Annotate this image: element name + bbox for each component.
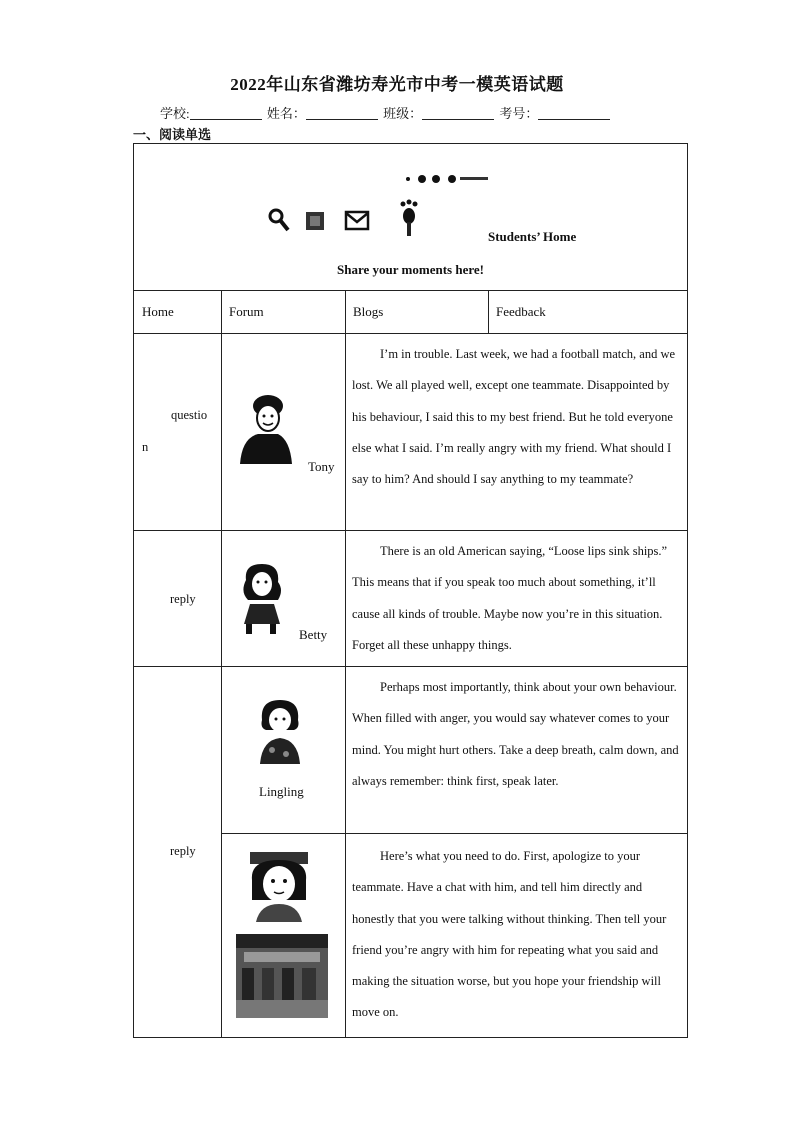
post-body (352, 841, 682, 1029)
site-tagline: Share your moments here! (337, 262, 484, 277)
post-text: There is an old American saying, “Loose lips sink ships.” This means that if you speak too much about something, it’ll cause all kinds of trouble. Maybe now you’re in this situation. Forget all these unhappy things. (352, 544, 668, 652)
post-type-label: questio (171, 408, 208, 422)
row-divider (221, 833, 687, 834)
row-divider (134, 666, 687, 667)
girl-avatar (246, 850, 312, 922)
post-text: Here’s what you need to do. First, apologize to your teammate. Have a chat with him, and tell him directly and honestly that you were talking without thinking. Then tell your friend you’re angry with him for repeating what you said and making the situation worse, but you hope your friendship will move on. (352, 849, 667, 1020)
school-blank[interactable] (190, 108, 262, 120)
number-blank[interactable] (538, 108, 610, 120)
reading-table (133, 143, 688, 1038)
post-type-label: reply (170, 592, 196, 606)
post-body (352, 339, 682, 495)
site-brand: Students’ Home (488, 229, 577, 244)
number-label: 考号： (499, 106, 539, 121)
col-divider (488, 290, 489, 333)
lingling-avatar (254, 698, 306, 766)
image-icon[interactable] (304, 210, 326, 232)
row-divider (134, 290, 687, 291)
post-body (352, 536, 682, 661)
class-blank[interactable] (422, 108, 494, 120)
post-text: Perhaps most importantly, think about your own behaviour. When filled with anger, you would say whatever comes to your mind. You might hurt others. Take a deep breath, calm down, and always remember: think first, speak later. (352, 680, 679, 788)
paw-icon[interactable] (398, 198, 420, 240)
col-divider (221, 290, 222, 1037)
nav-feedback[interactable]: Feedback (496, 304, 546, 319)
nav-blogs[interactable]: Blogs (353, 304, 384, 319)
building-photo (236, 934, 328, 1018)
post-type-label-wrap: n (142, 440, 149, 454)
name-blank[interactable] (306, 108, 378, 120)
post-type-label: reply (170, 844, 196, 858)
post-text: I’m in trouble. Last week, we had a football match, and we lost. We all played well, except one teammate. Disappointed by his behaviour, I said this to my best friend. But he told everyone else what I said. I’m really angry with my friend. What should I say to him? And should I say anything to my teammate? (352, 347, 676, 487)
post-author: Lingling (259, 784, 304, 799)
post-author: Betty (299, 627, 328, 642)
col-divider (345, 290, 346, 1037)
post-body (352, 672, 682, 797)
nav-forum[interactable]: Forum (229, 304, 264, 319)
nav-home[interactable]: Home (142, 304, 174, 319)
dots-icon (402, 170, 492, 190)
search-icon[interactable] (268, 208, 290, 232)
section-heading: 一、阅读单选 (133, 127, 212, 142)
class-label: 班级： (383, 106, 423, 121)
post-author: Tony (308, 459, 335, 474)
row-divider (134, 530, 687, 531)
page-title: 2022年山东省潍坊寿光市中考一模英语试题 (230, 75, 564, 94)
site-header (134, 144, 687, 290)
school-label: 学校: (160, 106, 190, 121)
name-label: 姓名： (266, 106, 306, 121)
student-info-line (160, 103, 612, 122)
betty-avatar (236, 560, 288, 634)
row-divider (134, 333, 687, 334)
mail-icon[interactable] (344, 210, 370, 232)
tony-avatar (236, 392, 292, 466)
